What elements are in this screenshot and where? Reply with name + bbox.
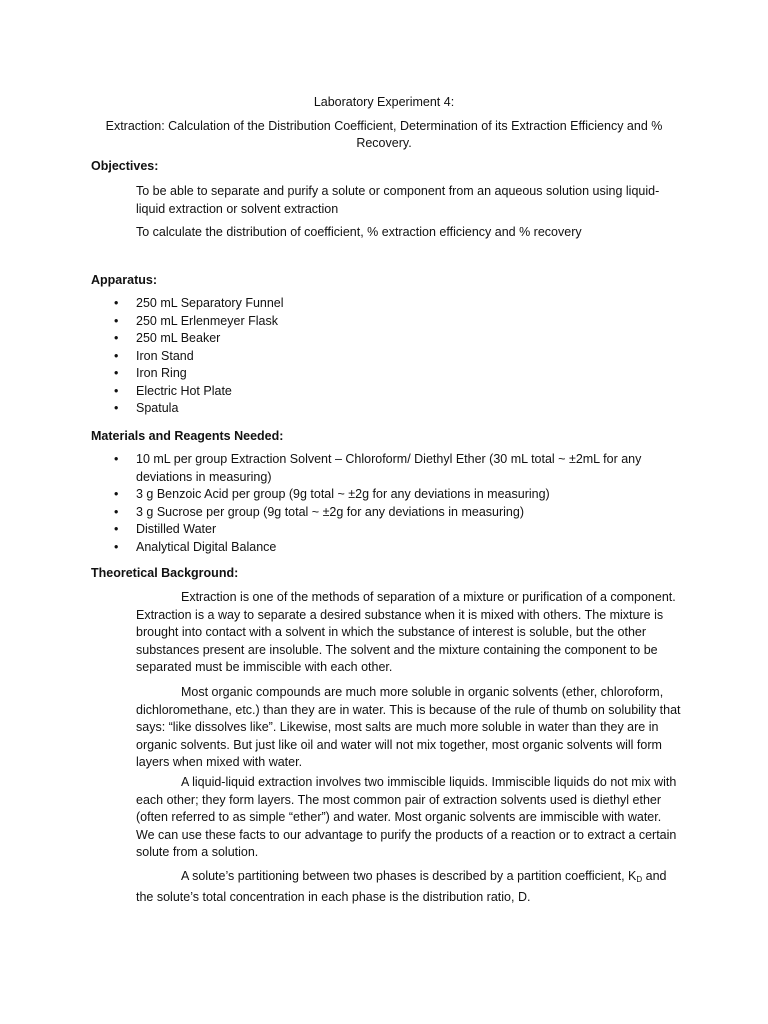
apparatus-item: Electric Hot Plate: [136, 383, 232, 398]
apparatus-item: 250 mL Beaker: [136, 331, 221, 345]
subscript-d: D: [636, 875, 643, 884]
document-title: Laboratory Experiment 4:: [313, 95, 455, 109]
objectives-heading: Objectives:: [91, 159, 159, 173]
list-item: [91, 295, 681, 313]
theory-text: and the solute’s total concentration in each phase is the distribution ratio, D.: [136, 869, 667, 904]
apparatus-item: Iron Stand: [136, 348, 194, 363]
list-item: [91, 365, 681, 383]
bullet-icon: •: [114, 539, 119, 554]
apparatus-item: 250 mL Erlenmeyer Flask: [136, 313, 278, 328]
materials-list: [91, 451, 681, 556]
bullet-icon: •: [114, 366, 119, 380]
theory-paragraph-2: Most organic compounds are much more soluble in organic solvents (ether, chloroform, dichloromethane, etc.) than they are in water. This is because of the rule of thumb on solubility that says: “like dissolves like”. Likewise, most salts are much more soluble in water than they are in organic solvents. But just like oil and water will not mix together, most organic solvents will form layers when mixed with water.: [136, 685, 681, 769]
list-item: [91, 486, 681, 504]
list-item: [91, 383, 681, 401]
apparatus-item: Spatula: [136, 401, 179, 415]
materials-item: 3 g Benzoic Acid per group (9g total ~ ±2g for any deviations in measuring): [136, 487, 550, 501]
bullet-icon: •: [114, 487, 119, 501]
apparatus-item: 250 mL Separatory Funnel: [136, 296, 284, 310]
materials-item: Analytical Digital Balance: [136, 539, 277, 554]
objective-item-2: To calculate the distribution of coefficient, % extraction efficiency and % recovery: [136, 225, 582, 239]
list-item: [91, 330, 681, 348]
bullet-icon: •: [114, 383, 119, 398]
list-item: [91, 313, 681, 331]
theory-text: A solute’s partitioning between two phases is described by a partition coefficient, K: [181, 869, 637, 883]
apparatus-list: [91, 295, 681, 418]
bullet-icon: •: [114, 331, 119, 345]
list-item: [91, 521, 681, 539]
theory-paragraph-3: A liquid-liquid extraction involves two immiscible liquids. Immiscible liquids do not mix with each other; they form layers. The most common pair of extraction solvents used is diethyl ether (often referred to as simple “ether”) and water. Most organic solvents are immiscible with water. We can use these facts to our advantage to purify the products of a reaction or to extract a certain solute from a solution.: [136, 775, 677, 859]
list-item: [91, 451, 681, 486]
list-item: [91, 400, 681, 418]
bullet-icon: •: [114, 522, 119, 536]
bullet-icon: •: [114, 348, 119, 363]
materials-item: 10 mL per group Extraction Solvent – Chloroform/ Diethyl Ether (30 mL total ~ ±2mL for any deviations in measuring): [136, 452, 642, 484]
apparatus-item: Iron Ring: [136, 366, 187, 380]
document-subtitle: Extraction: Calculation of the Distribution Coefficient, Determination of its Extraction Efficiency and % Recovery.: [105, 119, 663, 150]
list-item: [91, 504, 681, 522]
bullet-icon: •: [114, 296, 119, 310]
theory-paragraph-4: [136, 868, 681, 906]
objective-item-1: To be able to separate and purify a solute or component from an aqueous solution using liquid-liquid extraction or solvent extraction: [136, 184, 660, 216]
apparatus-heading: Apparatus:: [91, 273, 157, 287]
list-item: [91, 348, 681, 366]
materials-item: 3 g Sucrose per group (9g total ~ ±2g for any deviations in measuring): [136, 504, 524, 519]
theory-paragraph-1: Extraction is one of the methods of separation of a mixture or purification of a component. Extraction is a way to separate a desired substance when it is mixed with others. The mixture is brought into contact with a solvent in which the substance of interest is soluble, but the other substances present are insoluble. The solvent and the mixture containing the component to be separated must be immiscible with each other.: [136, 590, 676, 674]
bullet-icon: •: [114, 452, 119, 466]
list-item: [91, 539, 681, 557]
materials-heading: Materials and Reagents Needed:: [91, 429, 284, 443]
materials-item: Distilled Water: [136, 522, 217, 536]
bullet-icon: •: [114, 313, 119, 328]
bullet-icon: •: [114, 401, 119, 415]
theory-heading: Theoretical Background:: [91, 566, 239, 580]
bullet-icon: •: [114, 504, 119, 519]
